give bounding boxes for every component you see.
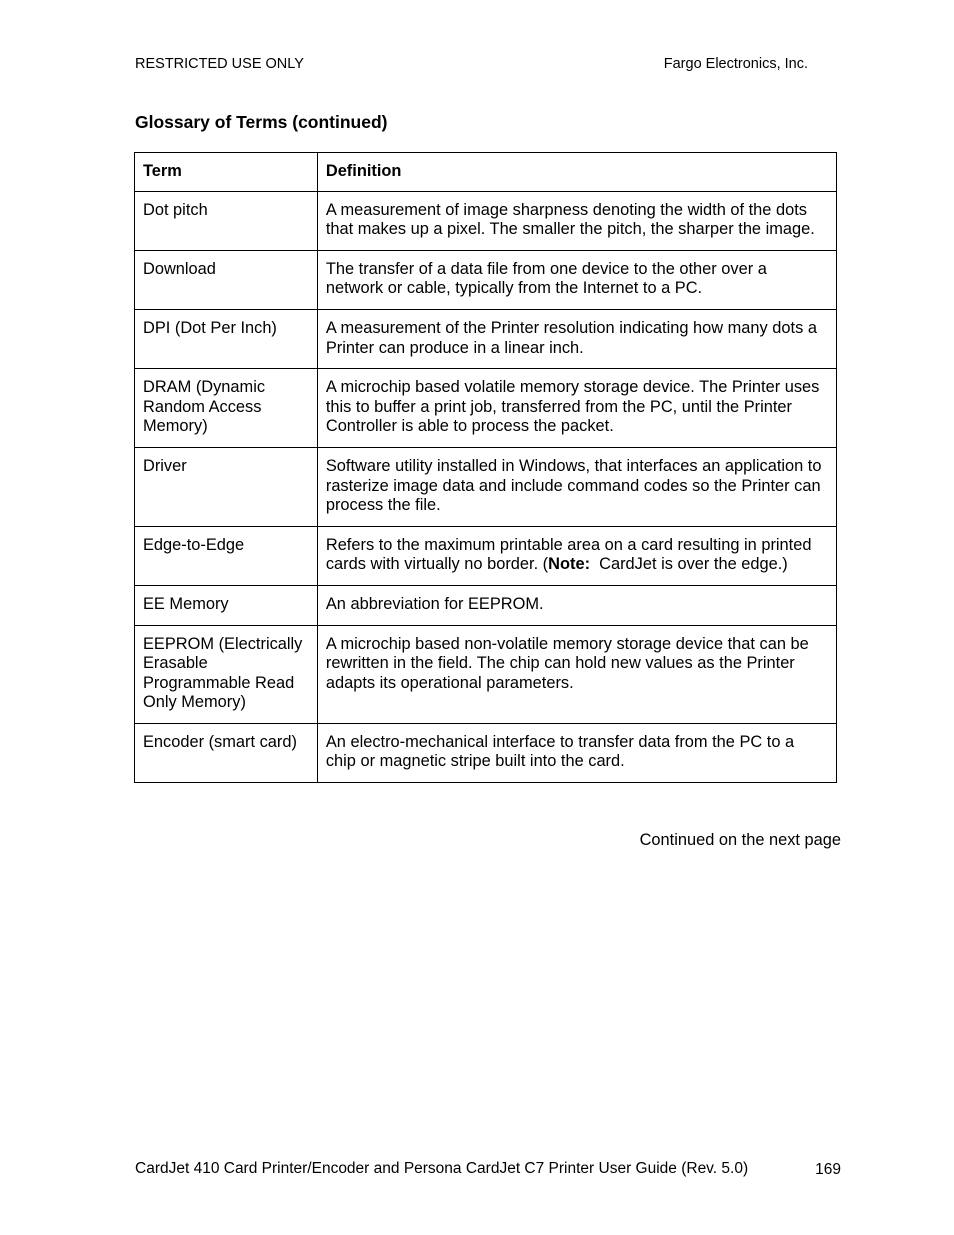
definition-cell: A measurement of the Printer resolution indicating how many dots a Printer can produce in a linear inch. [317,309,836,368]
table-row [135,191,837,250]
definition-cell: An electro-mechanical interface to transfer data from the PC to a chip or magnetic stripe built into the card. [317,723,836,782]
continued-note: Continued on the next page [639,831,841,849]
definition-cell: A measurement of image sharpness denoting the width of the dots that makes up a pixel. The smaller the pitch, the sharper the image. [317,191,836,250]
table-row [135,309,837,368]
column-header-definition: Definition [317,153,836,192]
table-row [135,250,837,309]
table-row [135,447,837,526]
definition-cell: A microchip based volatile memory storage device. The Printer uses this to buffer a print job, transferred from the PC, until the Printer Controller is able to process the packet. [317,369,836,448]
note-text: CardJet is over the edge.) [590,555,788,574]
definition-cell [317,526,836,585]
term-cell: Driver [135,447,318,526]
definition-cell: A microchip based non-volatile memory storage device that can be rewritten in the field. The chip can hold new values as the Printer adapts its operational parameters. [317,625,836,723]
definition-cell: An abbreviation for EEPROM. [317,585,836,625]
table-row [135,585,837,625]
header-restricted-label: RESTRICTED USE ONLY [135,56,304,72]
term-cell: Edge-to-Edge [135,526,318,585]
column-header-term: Term [135,153,318,192]
page-number: 169 [815,1161,841,1178]
table-row [135,526,837,585]
term-cell: Dot pitch [135,191,318,250]
table-row [135,369,837,448]
term-cell: Download [135,250,318,309]
page-title: Glossary of Terms (continued) [135,112,388,132]
note-label: Note: [548,555,591,574]
header-company-name: Fargo Electronics, Inc. [663,56,808,72]
glossary-table [134,152,837,783]
term-cell: EEPROM (Electrically Erasable Programmable Read Only Memory) [135,625,318,723]
table-row [135,625,837,723]
table-header-row [135,153,837,192]
term-cell: DRAM (Dynamic Random Access Memory) [135,369,318,448]
term-cell: DPI (Dot Per Inch) [135,309,318,368]
definition-cell: Software utility installed in Windows, that interfaces an application to rasterize image data and include command codes so the Printer can process the file. [317,447,836,526]
footer-guide-title: CardJet 410 Card Printer/Encoder and Persona CardJet C7 Printer User Guide (Rev. 5.0) [135,1160,749,1177]
definition-cell: The transfer of a data file from one device to the other over a network or cable, typically from the Internet to a PC. [317,250,836,309]
table-row [135,723,837,782]
definition-text: Refers to the maximum printable area on a card resulting in printed cards with virtually no border. ( [325,535,812,574]
term-cell: EE Memory [135,585,318,625]
term-cell: Encoder (smart card) [135,723,318,782]
